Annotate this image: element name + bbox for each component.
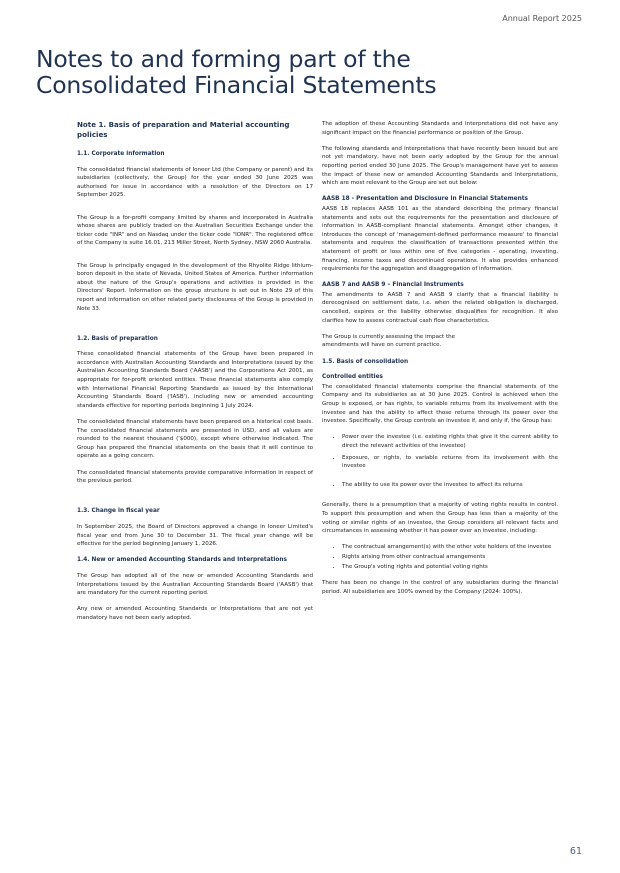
paragraph: There has been no change in the control of any subsidiaries during the financial period. All subsidiaries are 100% owned by the Company (2024: 100%). (322, 580, 558, 595)
report-label: Annual Report 2025 (502, 14, 582, 23)
paragraph: The consolidated financial statements of Ioneer Ltd (the Company or parent) and its subsidiaries (collectively, the Group) for the year ended 30 June 2025 was authorised for issue in accordance with a resolution of the Directors on 17 September 2025. (77, 166, 313, 199)
paragraph: The consolidated financial statements comprise the financial statements of the Company and its subsidiaries as at 30 June 2025. Control is achieved when the Group is exposed, or has rights, to variable returns from its involvement with the investee and has the ability to affect those returns through its power over the investee. Specifically, the Group controls an investee if, and only if, the Group has: (322, 383, 558, 425)
paragraph: These consolidated financial statements of the Group have been prepared in accordance with Australian Accounting Standards and Interpretations issued by the Australian Accounting Standards Board ('AASB') and the Corporations Act 2001, as appropriate for for-profit oriented entities. These financial statements also comply with International Financial Reporting Standards as issued by the International Accounting Standards Board ('IASB'), including new or amended accounting standards effective for reporting periods beginning 1 July 2024. (77, 351, 313, 409)
title-line-1: Notes to and forming part of the (36, 45, 411, 73)
bullet-list-control (322, 433, 558, 489)
list-item: • The ability to use its power over the investee to affect its returns (342, 481, 558, 490)
subheading-controlled-entities: Controlled entities (322, 374, 384, 381)
bullet-list-considerations (322, 543, 558, 571)
list-item: • Power over the investee (i.e. existing rights that give it the current ability to direct the relevant activities of the investee) (342, 433, 558, 450)
paragraph: The Group is a for-profit company limited by shares and incorporated in Australia whose shares are publicly traded on the Australian Securities Exchange under the ticker code "INR" and on Nasdaq under the ticker code "IONR". The registered office of the Company is suite 16.01, 213 Miller Street, North Sydney, NSW 2060 Australia. (77, 214, 313, 247)
note-heading: Note 1. Basis of preparation and Material accounting policies (77, 120, 290, 139)
title-line-2: Consolidated Financial Statements (36, 71, 437, 99)
section-heading: 1.3. Change in fiscal year (77, 508, 160, 515)
paragraph: The Group is principally engaged in the development of the Rhyolite Ridge lithium-boron deposit in the state of Nevada, United States of America. Further information about the nature of the Group's operations and activities is provided in the Directors' Report. Information on the group structure is set out in Note 29 of this report and information on other related party disclosures of the Group is provided in Note 33. (77, 262, 313, 312)
paragraph: The adoption of these Accounting Standards and Interpretations did not have any significant impact on the financial performance or position of the Group. (322, 121, 558, 136)
list-item: • Rights arising from other contractual arrangements (342, 553, 558, 562)
paragraph: The consolidated financial statements have been prepared on a historical cost basis. The consolidated financial statements are presented in USD, and all values are rounded to the nearest thousand ('$000), except where otherwise indicated. The Group has prepared the financial statements on the basis that it will continue to operate as a going concern. (77, 419, 313, 460)
page-number: 61 (569, 846, 582, 857)
paragraph: In September 2025, the Board of Directors approved a change in Ioneer Limited's fiscal year end from June 30 to December 31. The fiscal year change will be effective for the period beginning January 1, 2026. (77, 523, 313, 548)
section-heading: 1.2. Basis of preparation (77, 335, 158, 342)
paragraph: Generally, there is a presumption that a majority of voting rights results in control. To support this presumption and when the Group has less than a majority of the voting or similar rights of an investee, the Group considers all relevant facts and circumstances in assessing whether it has power over an investee, including: (322, 502, 558, 535)
paragraph: Any new or amended Accounting Standards or Interpretations that are not yet mandatory have not been early adopted. (77, 606, 313, 621)
section-heading: 1.5. Basis of consolidation (322, 358, 409, 365)
subheading-aasb7: AASB 7 and AASB 9 – Financial Instruments (322, 282, 464, 289)
paragraph: The following standards and interpretations that have recently been issued but are not yet mandatory, have not been early adopted by the Group for the annual reporting period ended 30 June 2025. The Group's management have yet to assess the impact of these new or amended Accounting Standards and Interpretations, which are most relevant to the Group are set out below: (322, 145, 558, 187)
paragraph: AASB 18 replaces AASB 101 as the standard describing the primary financial statements and sets out the requirements for the presentation and disclosure of information in AASB-compliant financial statements. Amongst other changes, it introduces the concept of 'management-defined performance measure' to financial statements and requires the classification of transactions presented within the statement of profit or loss within one of five categories - operating, investing, financing, income taxes and discontinued operations. It also provides enhanced requirements for the aggregation and disaggregation of information. (322, 205, 558, 273)
assessing-line-1: The Group is currently assessing the impact the (322, 333, 456, 340)
paragraph: The Group has adopted all of the new or amended Accounting Standards and Interpretations issued by the Australian Accounting Standards Board ('AASB') that are mandatory for the current reporting period. (77, 572, 313, 597)
list-item: • Exposure, or rights, to variable returns from its involvement with the investee (342, 454, 558, 471)
paragraph (322, 333, 558, 350)
paragraph: The consolidated financial statements provide comparative information in respect of the previous period. (77, 469, 313, 485)
list-item: • The contractual arrangement(s) with the other vote holders of the investee (342, 543, 558, 552)
section-heading: 1.4. New or amended Accounting Standards and Interpretations (77, 557, 287, 564)
subheading-aasb18: AASB 18 - Presentation and Disclosure in Financial Statements (322, 196, 528, 203)
paragraph: The amendments to AASB 7 and AASB 9 clarify that a financial liability is derecognised on settlement date, i.e. when the related obligation is discharged, cancelled, expires or the liability otherwise disqualifies for recognition. It also clarifies how to assess contractual cash flow characteristics. (322, 291, 558, 324)
right-column (322, 120, 558, 604)
assessing-line-2: amendments will have on current practice. (322, 342, 442, 349)
section-heading: 1.1. Corporate information (77, 151, 165, 157)
left-column (77, 120, 313, 630)
page-title (36, 46, 436, 98)
list-item: • The Group's voting rights and potential voting rights (342, 563, 558, 572)
